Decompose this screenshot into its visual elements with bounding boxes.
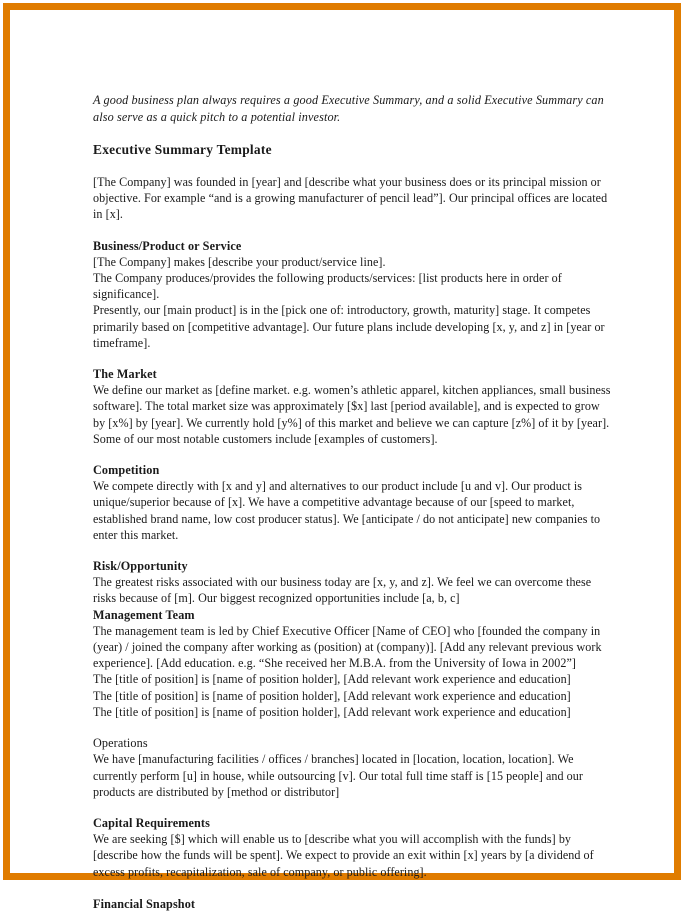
section-heading: Operations bbox=[93, 736, 148, 751]
document-page bbox=[3, 3, 681, 911]
intro-paragraph: A good business plan always requires a good Executive Summary, and a solid Executive Summary can also serve as a quick pitch to a potential investor. bbox=[93, 93, 604, 124]
section-line: The [title of position] is [name of position holder], [Add relevant work experience and education] bbox=[93, 688, 571, 703]
section-line: The Company produces/provides the following products/services: [list products here in order of significance]. bbox=[93, 271, 562, 302]
section-heading: Risk/Opportunity bbox=[93, 559, 188, 574]
section-line: We have [manufacturing facilities / offices / branches] located in [location, location, location]. We currently perform [u] in house, while outsourcing [v]. Our total full time staff is [15 people] and our products are distributed by [method or distributor] bbox=[93, 752, 583, 799]
opening-paragraph: [The Company] was founded in [year] and [describe what your business does or its principal mission or objective. For example “and is a growing manufacturer of pencil lead”]. Our principal offices are located in [x]. bbox=[93, 175, 608, 222]
section-heading: Management Team bbox=[93, 607, 195, 622]
document-section bbox=[93, 735, 614, 800]
document-body bbox=[93, 92, 614, 912]
section-line: [The Company] makes [describe your product/service line]. bbox=[93, 254, 386, 269]
section-heading: Capital Requirements bbox=[93, 815, 210, 830]
section-heading: Business/Product or Service bbox=[93, 238, 242, 253]
document-section bbox=[93, 366, 614, 447]
section-heading: Competition bbox=[93, 463, 160, 478]
section-line: Presently, our [main product] is in the [pick one of: introductory, growth, maturity] stage. It competes primarily based on [competitive advantage]. Our future plans include developing [x, y, and z] in [year or timeframe]. bbox=[93, 303, 605, 350]
document-section bbox=[93, 238, 614, 351]
section-line: We compete directly with [x and y] and alternatives to our product include [u and v]. Our product is unique/superior because of [x]. We have a competitive advantage because of our [speed to market, established brand name, low cost producer status]. We [anticipate / do not anticipate] new companies to enter this market. bbox=[93, 479, 601, 542]
document-section bbox=[93, 607, 614, 720]
section-line: The greatest risks associated with our business today are [x, y, and z]. We feel we can overcome these risks because of [m]. Our biggest recognized opportunities include [a, b, c] bbox=[93, 575, 592, 606]
page-title: Executive Summary Template bbox=[93, 142, 272, 157]
section-heading-financial-snapshot: Financial Snapshot bbox=[93, 896, 196, 911]
section-line: The management team is led by Chief Executive Officer [Name of CEO] who [founded the company in (year) / joined the company after working as (position) at (company)]. [Add any relevant previous work experience]. [Add education. e.g. “She received her M.B.A. from the University of Iowa in 2002”] bbox=[93, 623, 602, 671]
section-line: The [title of position] is [name of position holder], [Add relevant work experience and education] bbox=[93, 704, 571, 719]
section-line: We are seeking [$] which will enable us to [describe what you will accomplish with the funds] by [describe how the funds will be spent]. We expect to provide an exit within [x] years by [a dividend of excess profits, recapitalization, sale of company, or public offering]. bbox=[93, 832, 594, 879]
section-line: The [title of position] is [name of position holder], [Add relevant work experience and education] bbox=[93, 672, 571, 687]
sections-container bbox=[93, 238, 614, 880]
section-line: We define our market as [define market. e.g. women’s athletic apparel, kitchen appliances, small business software]. The total market size was approximately [$x] last [period available], and is expected to grow by [x%] by [year]. We currently hold [y%] of this market and believe we can capture [z%] of it by [year]. Some of our most notable customers include [examples of customers]. bbox=[93, 383, 611, 446]
document-section bbox=[93, 558, 614, 607]
document-section bbox=[93, 815, 614, 880]
document-section bbox=[93, 462, 614, 543]
section-heading: The Market bbox=[93, 367, 157, 382]
